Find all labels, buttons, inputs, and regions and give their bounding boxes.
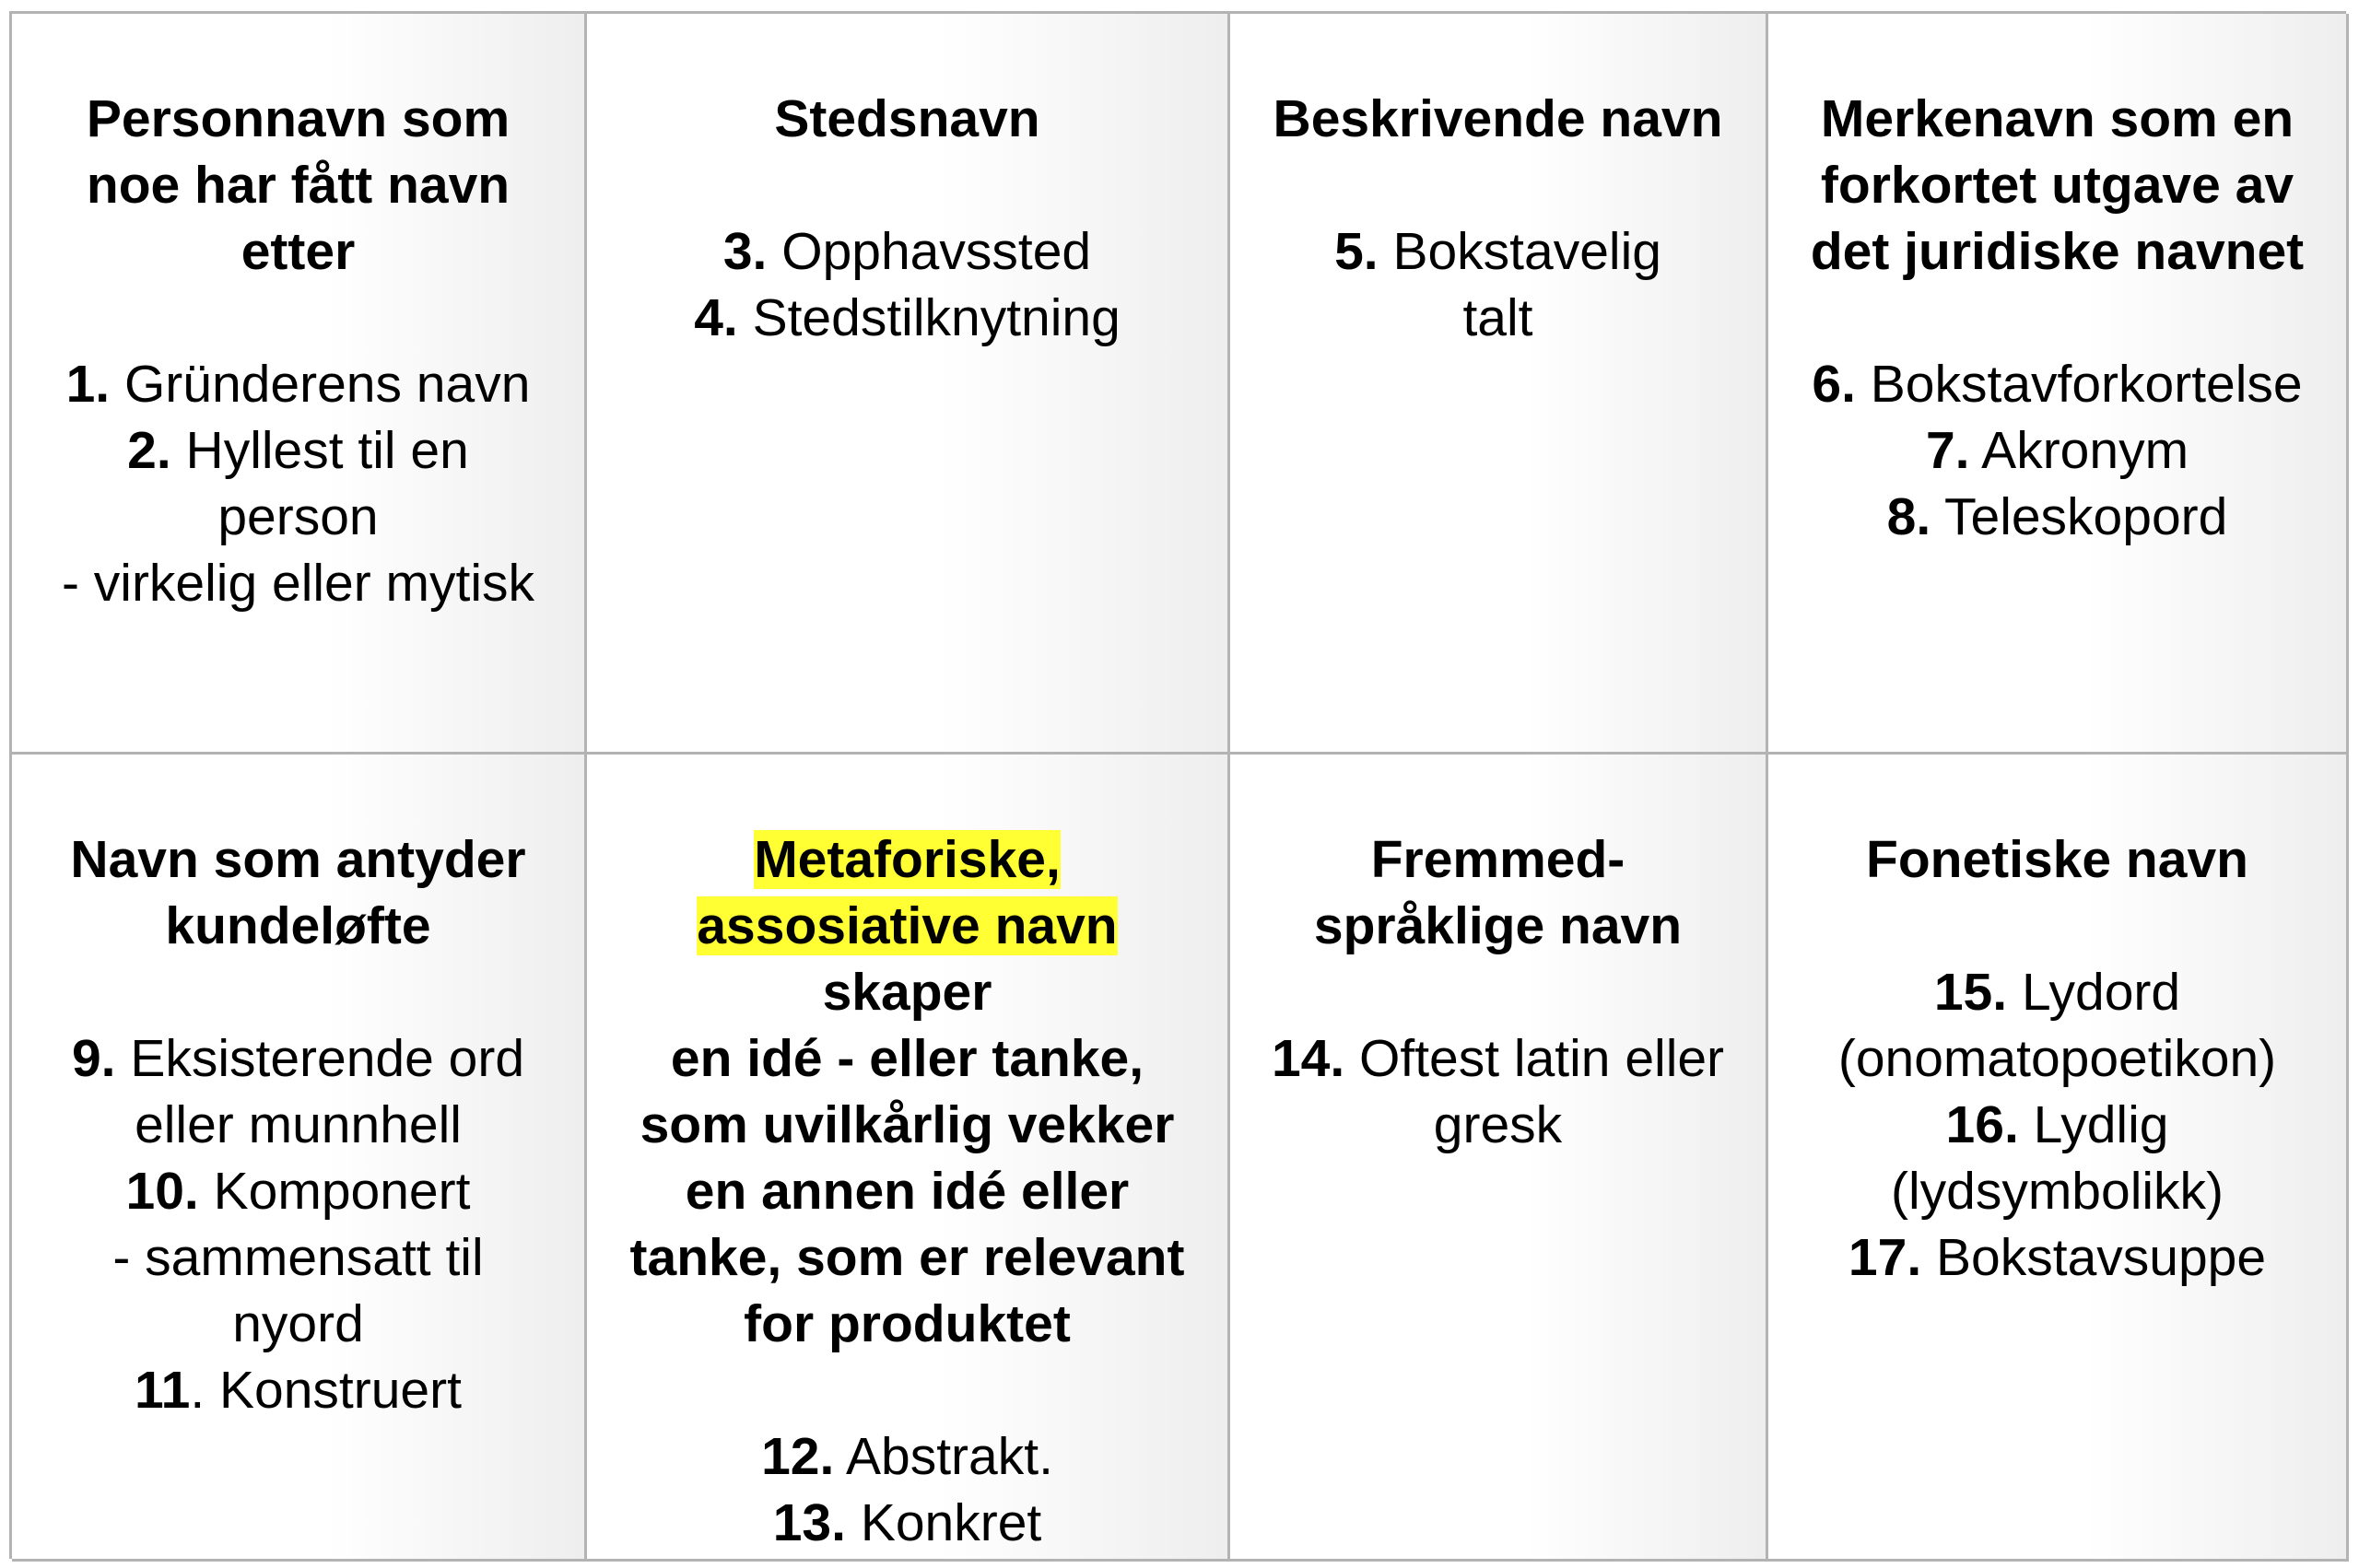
list-item: 3. Opphavssted (722, 222, 1092, 281)
list-item: 4. Stedstilknytning (694, 288, 1121, 347)
list-item: 7. Akronym (1925, 421, 2189, 480)
list-item: 9. Eksisterende ord (71, 1029, 525, 1088)
cell-heading (587, 86, 1227, 152)
list-item: eller munnhell (135, 1095, 462, 1154)
list-item: 17. Bokstavsuppe (1848, 1228, 2267, 1287)
heading-line: tanke, som er relevant (629, 1228, 1185, 1287)
heading-line: en annen idé eller (685, 1162, 1130, 1221)
heading-line: Fremmed- (1370, 830, 1625, 889)
list-item: (onomatopoetikon) (1837, 1029, 2277, 1088)
list-item: 8. Teleskopord (1886, 487, 2228, 546)
heading-line: etter (241, 222, 356, 281)
cell-heading (12, 86, 584, 285)
heading-line: det juridiske navnet (1810, 222, 2305, 281)
cell-heading (1230, 86, 1766, 152)
heading-line: som uvilkårlig vekker (640, 1095, 1175, 1154)
cell-heading (587, 826, 1227, 1357)
list-item: person (217, 487, 379, 546)
heading-line: Stedsnavn (774, 89, 1040, 148)
cell-fonetiske (1768, 755, 2349, 1562)
list-item: nyord (232, 1294, 364, 1353)
heading-line: Merkenavn som en (1820, 89, 2294, 148)
cell-heading (1230, 826, 1766, 959)
cell-merkenavn (1768, 14, 2349, 755)
cell-heading (1768, 86, 2346, 285)
list-item: 14. Oftest latin eller (1271, 1029, 1725, 1088)
heading-line: en idé - eller tanke, (670, 1029, 1144, 1088)
heading-line: Beskrivende navn (1273, 89, 1723, 148)
cell-metaforiske (587, 755, 1230, 1562)
cell-stedsnavn (587, 14, 1230, 755)
heading-line: forkortet utgave av (1820, 156, 2294, 215)
list-item: 5. Bokstavelig (1334, 222, 1661, 281)
heading-line: kundeløfte (165, 896, 431, 955)
list-item: 15. Lydord (1933, 963, 2181, 1022)
heading-line: Personnavn som (86, 89, 511, 148)
list-item: 2. Hyllest til en (127, 421, 469, 480)
heading-line: Fonetiske navn (1866, 830, 2248, 889)
highlighted-heading-line: assosiative navn (697, 896, 1118, 955)
cell-heading (12, 826, 584, 959)
heading-line: for produktet (744, 1294, 1071, 1353)
heading-line: Navn som antyder (70, 830, 526, 889)
heading-line: noe har fått navn (86, 156, 511, 215)
list-item: 1. Gründerens navn (65, 355, 531, 414)
list-item: 13. Konkret (772, 1493, 1042, 1552)
list-item: 12. Abstrakt. (761, 1427, 1053, 1486)
highlighted-heading-line: Metaforiske, (754, 830, 1061, 889)
list-item: 6. Bokstavforkortelse (1812, 355, 2303, 414)
cell-fremmedspraklige (1230, 755, 1768, 1562)
name-category-table (9, 11, 2346, 1559)
list-item: 16. Lydlig (1945, 1095, 2169, 1154)
list-item: talt (1462, 288, 1533, 347)
cell-personnavn (12, 14, 587, 755)
list-item: - virkelig eller mytisk (61, 554, 535, 613)
list-item: 11. Konstruert (135, 1361, 462, 1420)
list-item: 10. Komponert (125, 1162, 471, 1221)
cell-kundeloefte (12, 755, 587, 1562)
list-item: gresk (1433, 1095, 1563, 1154)
list-item: (lydsymbolikk) (1890, 1162, 2224, 1221)
heading-line: språklige navn (1313, 896, 1683, 955)
cell-heading (1768, 826, 2346, 893)
list-item: - sammensatt til (112, 1228, 484, 1287)
cell-beskrivende (1230, 14, 1768, 755)
heading-line: skaper (822, 963, 992, 1022)
